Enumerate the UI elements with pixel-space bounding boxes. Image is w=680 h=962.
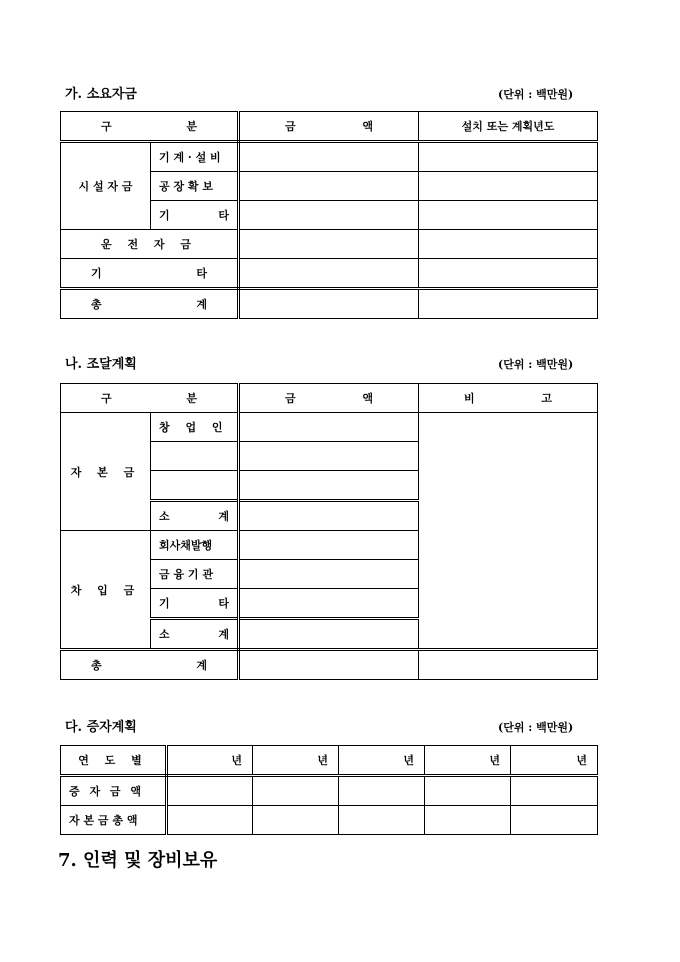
capital-subtotal-label: 소 계 [151,501,239,531]
borrowing-label: 차 입 금 [61,531,151,650]
founder-amount [239,413,419,442]
section-c-unit: (단위 : 백만원) [498,721,574,734]
bank-label: 금 융 기 관 [151,560,239,589]
other-amount [239,259,419,289]
capital-total-4 [425,806,511,835]
remarks-cell [419,413,598,650]
year-label: 연 도 별 [61,746,167,776]
machine-label: 기 계 · 설 비 [151,142,239,172]
year-col-4: 년 [425,746,511,776]
increase-3 [339,776,425,806]
factory-year [419,172,598,201]
section-b-title: 나. 조달계획 [65,357,137,372]
factory-amount [239,172,419,201]
bond-label: 회사채발행 [151,531,239,560]
capital-total-3 [339,806,425,835]
increase-5 [511,776,598,806]
year-col-5: 년 [511,746,598,776]
year-col-3: 년 [339,746,425,776]
machine-amount [239,142,419,172]
section-a-unit: (단위 : 백만원) [498,88,574,101]
capital-subtotal-amount [239,501,419,531]
etc-label: 기 타 [151,201,239,230]
capital-increase-table [60,745,598,835]
machine-year [419,142,598,172]
operating-year [419,230,598,259]
year-col-1: 년 [167,746,253,776]
operating-amount [239,230,419,259]
funds-required-table [60,111,598,319]
borrow-subtotal-label: 소 계 [151,619,239,650]
capital-total-label: 자 본 금 총 액 [61,806,167,835]
etc-year [419,201,598,230]
header-remark: 비 고 [419,384,598,413]
borrow-etc-amount [239,589,419,619]
increase-4 [425,776,511,806]
header-amount: 금 액 [239,112,419,142]
capital-blank-1 [151,442,239,471]
capital-label: 자 본 금 [61,413,151,531]
factory-label: 공 장 확 보 [151,172,239,201]
bank-amount [239,560,419,589]
section-b-unit: (단위 : 백만원) [498,358,574,371]
capital-blank-1-amount [239,442,419,471]
borrow-subtotal-amount [239,619,419,650]
header-year: 설치 또는 계획년도 [419,112,598,142]
year-col-2: 년 [253,746,339,776]
increase-1 [167,776,253,806]
total-remark [419,650,598,680]
capital-blank-2 [151,471,239,501]
total-amount [239,289,419,319]
increase-label: 증 자 금 액 [61,776,167,806]
total-year [419,289,598,319]
founder-label: 창 업 인 [151,413,239,442]
header-category: 구 분 [61,112,239,142]
capital-total-1 [167,806,253,835]
total-label: 총 계 [61,650,239,680]
etc-amount [239,201,419,230]
total-label: 총 계 [61,289,239,319]
capital-total-2 [253,806,339,835]
section-c-title: 다. 증자계획 [65,720,137,735]
increase-2 [253,776,339,806]
bond-amount [239,531,419,560]
header-amount: 금 액 [239,384,419,413]
section-7-heading: 7. 인력 및 장비보유 [58,850,218,871]
capital-total-5 [511,806,598,835]
section-a-title: 가. 소요자금 [65,87,137,102]
capital-blank-2-amount [239,471,419,501]
funding-plan-table [60,383,598,680]
other-year [419,259,598,289]
header-category: 구 분 [61,384,239,413]
total-amount [239,650,419,680]
other-label: 기 타 [61,259,239,289]
borrow-etc-label: 기 타 [151,589,239,619]
operating-funds-label: 운 전 자 금 [61,230,239,259]
facility-funds-label: 시 설 자 금 [61,142,151,230]
